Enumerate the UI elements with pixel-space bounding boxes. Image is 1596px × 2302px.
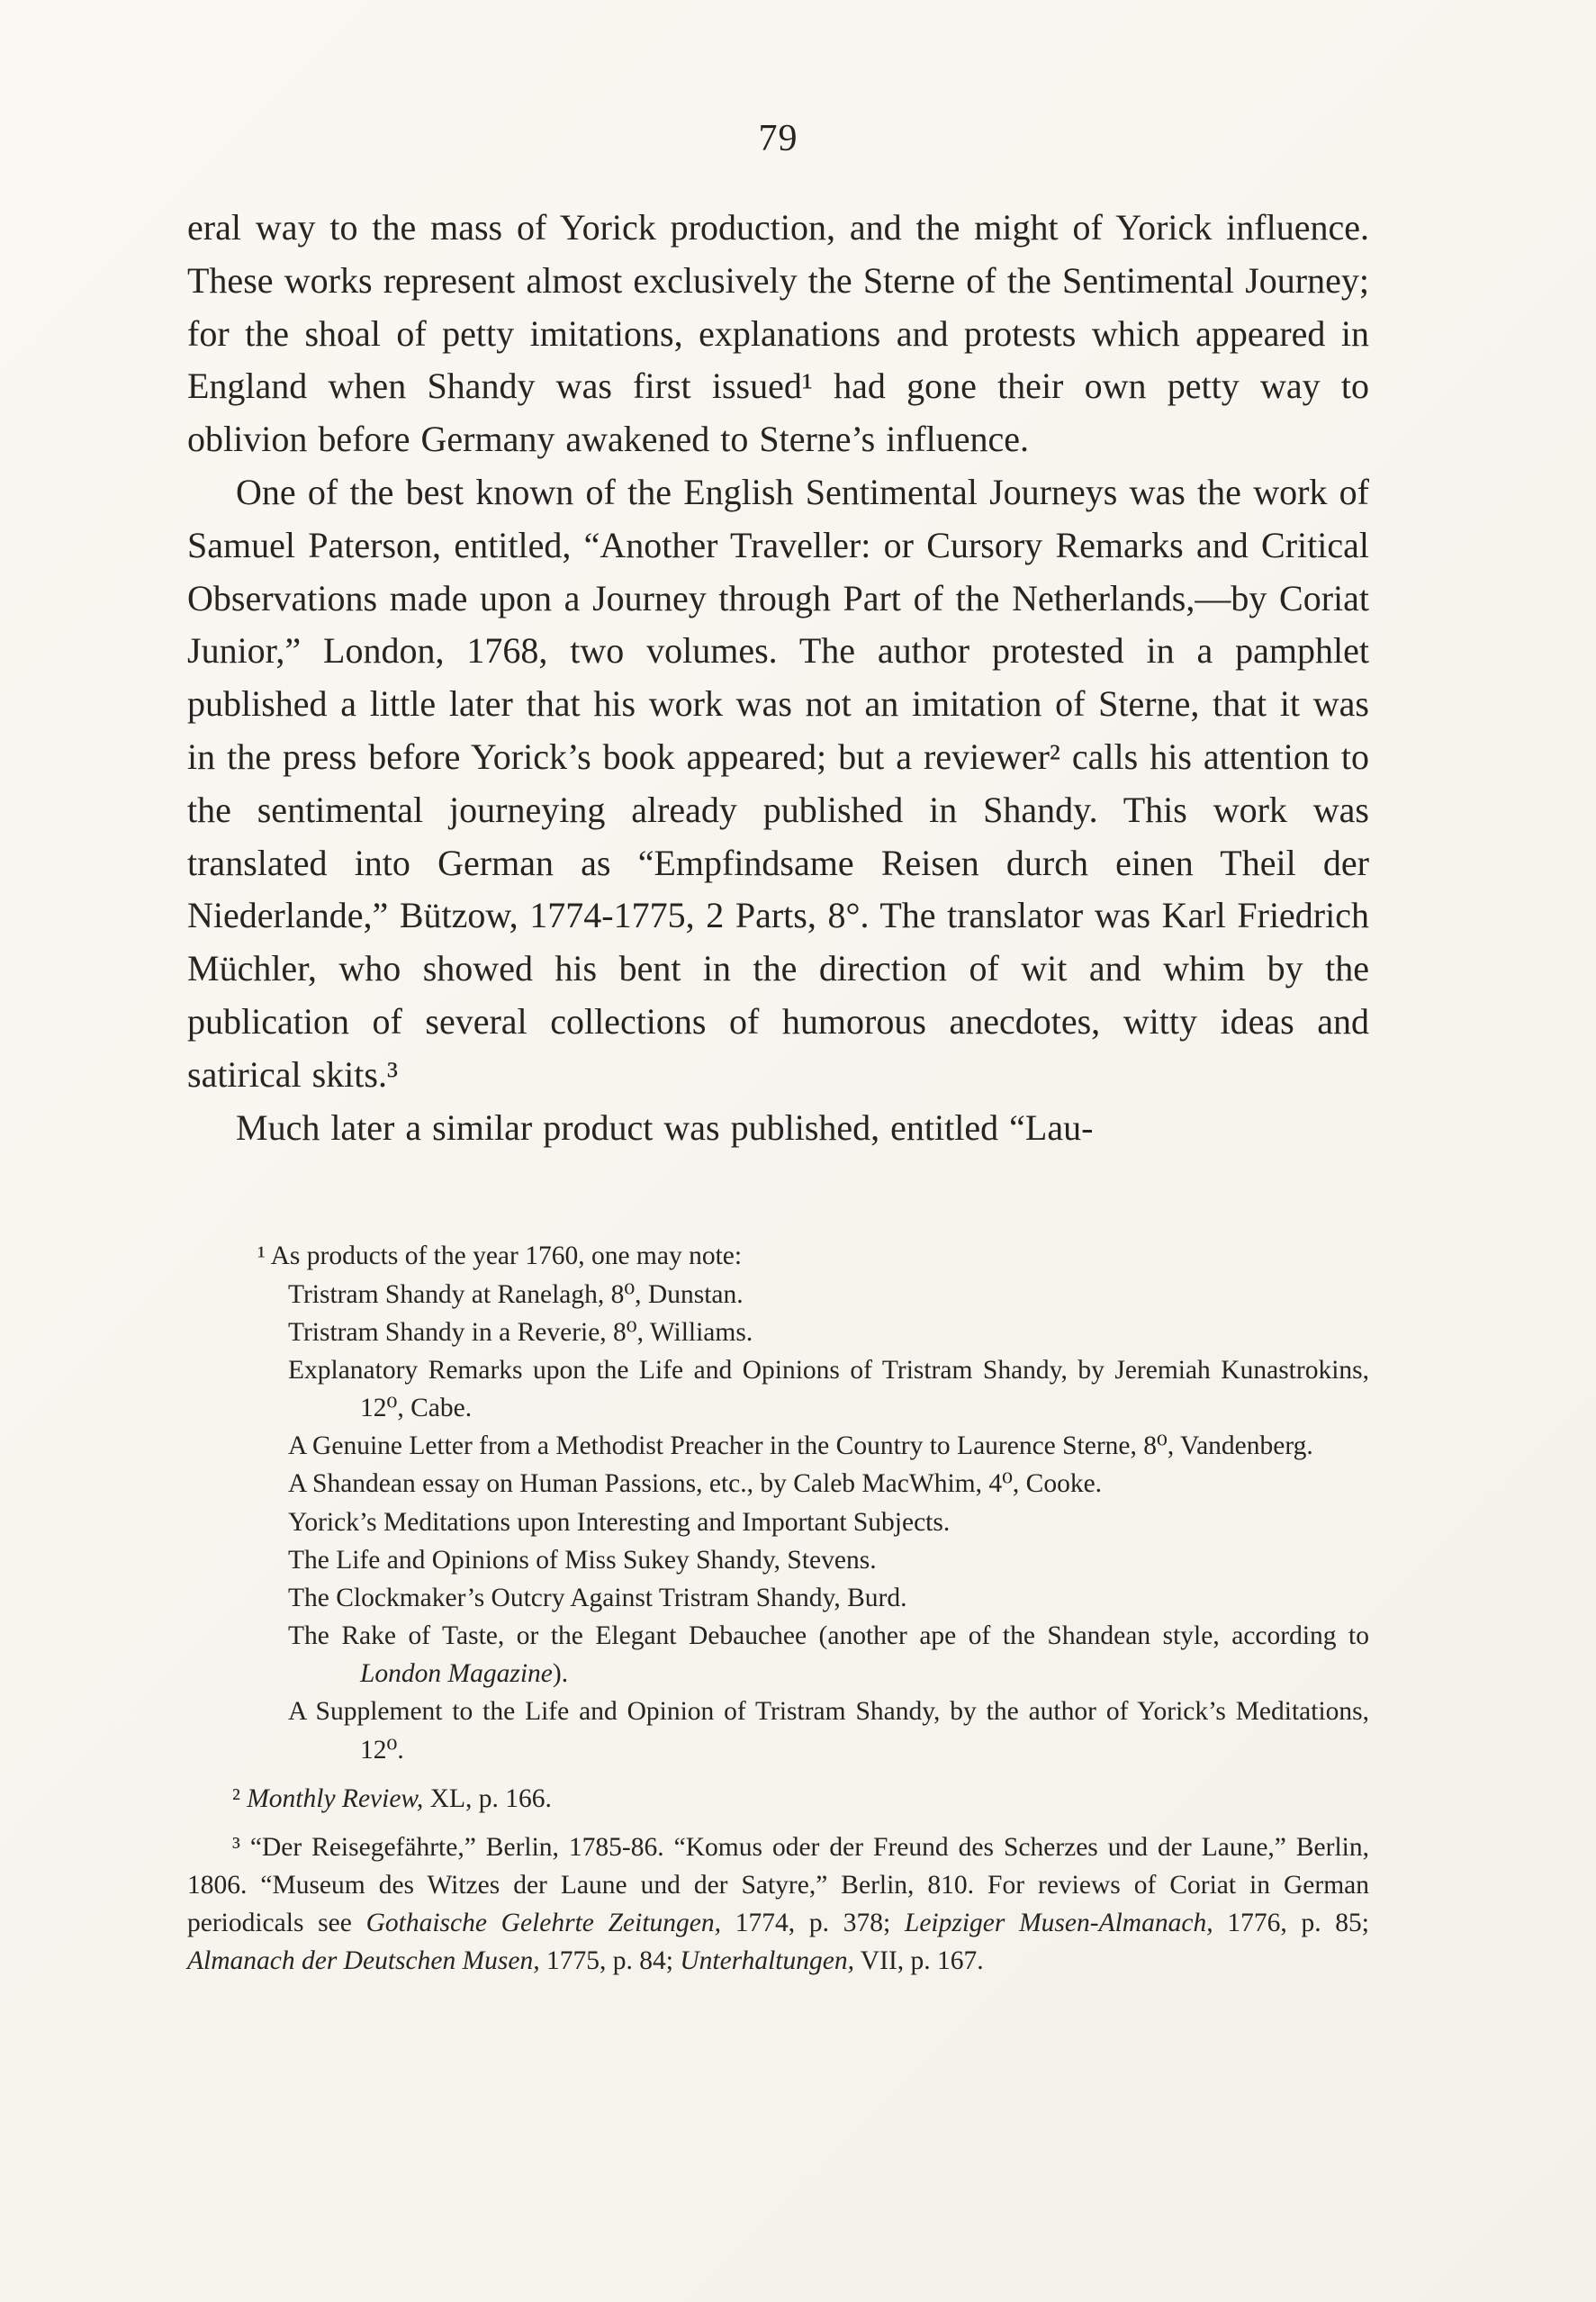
footnote-italic-title: Almanach der Deutschen Musen, [187,1946,540,1976]
footnote-marker: ² [232,1783,248,1813]
footnote-text: ). [552,1659,569,1689]
footnote-text: The Rake of Taste, or the Elegant Debauchee (another ape of the Shandean style, according to [288,1621,1369,1651]
footnote-italic-title: Leipziger Musen-Almanach, [904,1909,1213,1938]
paragraph-last: Much later a similar product was published, entitled “Lau- [236,1106,1094,1148]
footnote-1-item: The Clockmaker’s Outcry Against Tristram Shandy, Burd. [288,1583,907,1612]
footnote-text: 1776, p. 85; [1213,1909,1370,1938]
footnote-italic-title: London Magazine [360,1659,553,1689]
footnote-1-item: Tristram Shandy in a Reverie, 8⁰, Williams. [288,1317,753,1347]
footnote-1-item: A Genuine Letter from a Methodist Preacher in the Country to Laurence Sterne, 8⁰, Vandenberg. [288,1431,1313,1461]
page-number: 79 [758,118,798,159]
footnote-1-item: A Supplement to the Life and Opinion of Tristram Shandy, by the author of Yorick’s Meditations, 12⁰. [288,1697,1369,1765]
footnote-italic-title: Unterhaltungen, [680,1946,854,1976]
footnote-1-item: A Shandean essay on Human Passions, etc., by Caleb MacWhim, 4⁰, Cooke. [288,1469,1103,1499]
footnote-1-item: The Life and Opinions of Miss Sukey Shandy, Stevens. [288,1545,877,1575]
footnote-1-item: Yorick’s Meditations upon Interesting and Important Subjects. [288,1507,951,1537]
footnote-1-item [187,1617,1369,1693]
footnote-text: VII, p. 167. [853,1946,984,1976]
footnote-text: 1775, p. 84; [539,1946,681,1976]
paragraph: One of the best known of the English Sentimental Journeys was the work of Samuel Paterson, entitled, “Another Traveller: or Cursory Remarks and Critical Observations made upon a Journey through Part of the Netherlands,—by Coriat Junior,” London, 1768, two volumes. The author protested in a pamphlet published a little later that his work was not an imitation of Sterne, that it was in the press before Yorick’s book appeared; but a reviewer² calls his attention to the sentimental journeying already published in Shandy. This work was translated into German as “Empfindsame Reisen durch einen Theil der Niederlande,” Bützow, 1774-1775, 2 Parts, 8°. The translator was Karl Friedrich Müchler, who showed his bent in the direction of wit and whim by the publication of several collections of humorous anecdotes, witty ideas and satirical skits.³ [187,471,1369,1095]
footnote-text: XL, p. 166. [423,1783,552,1813]
footnote-1-item: Tristram Shandy at Ranelagh, 8⁰, Dunstan. [288,1279,744,1309]
footnote-1-item: Explanatory Remarks upon the Life and Opinions of Tristram Shandy, by Jeremiah Kunastrokins, 12⁰, Cabe. [288,1355,1369,1423]
footnote-1-intro: ¹ As products of the year 1760, one may note: [257,1241,743,1271]
footnote-italic-title: Gothaische Gelehrte Zeitungen, [365,1909,721,1938]
footnote-2 [187,1780,1369,1818]
footnotes [187,1237,1369,1980]
footnote-1 [187,1237,1369,1768]
footnote-italic-title: Monthly Review, [247,1783,424,1813]
footnote-text: 1774, p. 378; [721,1909,905,1938]
paragraph-continued: eral way to the mass of Yorick production, and the might of Yorick influence. These works represent almost exclusively the Sterne of the Sentimental Journey; for the shoal of petty imitations, explanations and protests which appeared in England when Shandy was first issued¹ had gone their own petty way to oblivion before Germany awakened to Sterne’s influence. [187,207,1369,460]
body-text [187,202,1369,1154]
footnote-3 [187,1828,1369,1981]
footnote-text: ³ “Der Reisegefährte,” Berlin, 1785-86. “Komus oder der Freund des Scherzes und der Laune,” Berlin, 1806. “Museum des Witzes der Laune und der Satyre,” Berlin, 810. For reviews of Coriat in German periodicals see [187,1832,1369,1938]
